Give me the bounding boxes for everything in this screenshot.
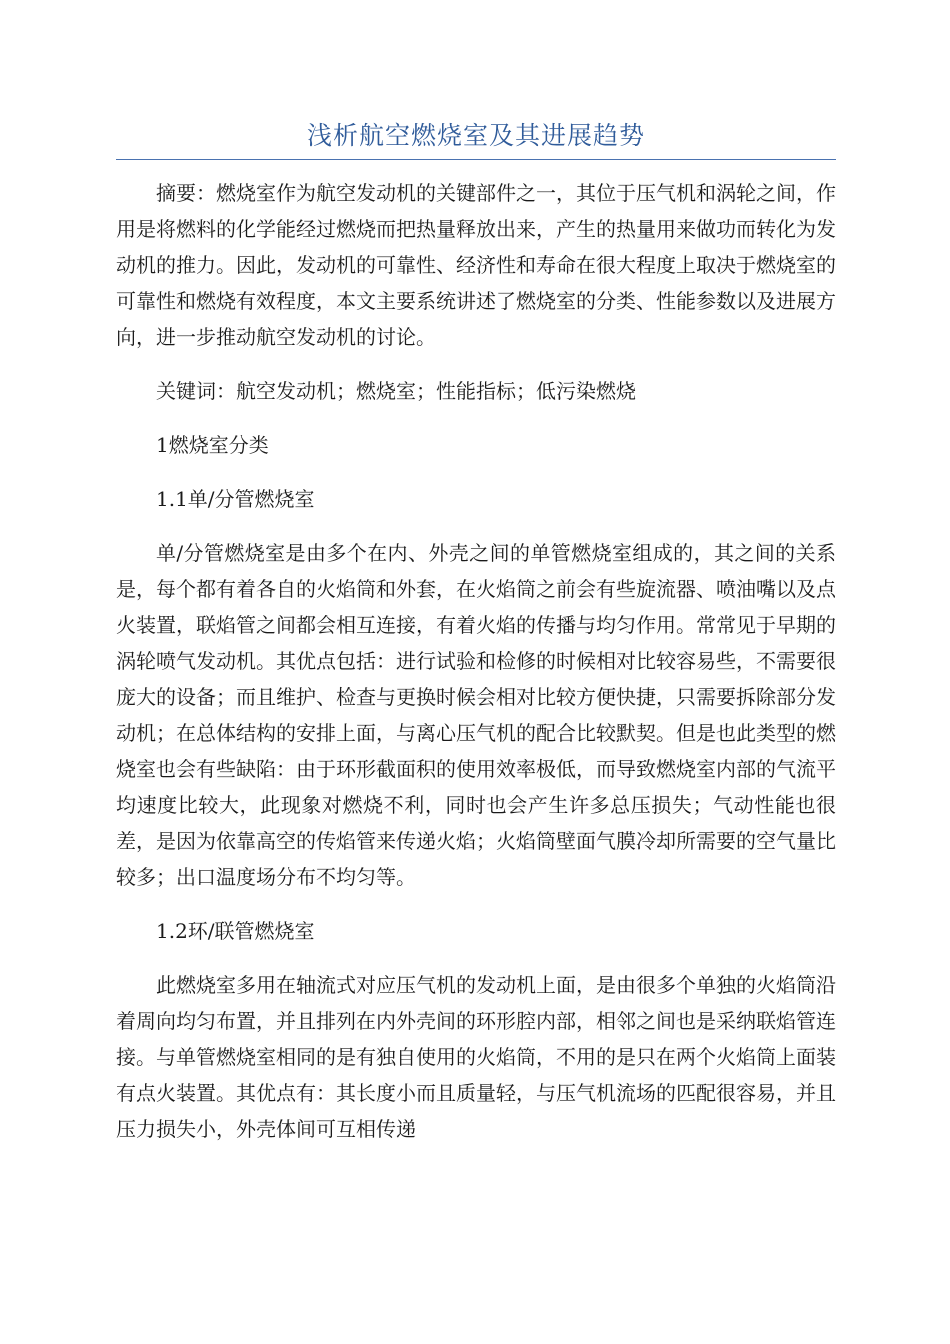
- abstract-paragraph: 摘要：燃烧室作为航空发动机的关键部件之一，其位于压气机和涡轮之间，作用是将燃料的化学能经过燃烧而把热量释放出来，产生的热量用来做功而转化为发动机的推力。因此，发动机的可靠性、经济性和寿命在很大程度上取决于燃烧室的可靠性和燃烧有效程度，本文主要系统讲述了燃烧室的分类、性能参数以及进展方向，进一步推动航空发动机的讨论。: [116, 181, 836, 349]
- section-1-1-paragraph: 单/分管燃烧室是由多个在内、外壳之间的单管燃烧室组成的，其之间的关系是，每个都有着各自的火焰筒和外套，在火焰筒之前会有些旋流器、喷油嘴以及点火装置，联焰管之间都会相互连接，有着火焰的传播与均匀作用。常常见于早期的涡轮喷气发动机。其优点包括：进行试验和检修的时候相对比较容易些，不需要很庞大的设备；而且维护、检查与更换时候会相对比较方便快捷，只需要拆除部分发动机；在总体结构的安排上面，与离心压气机的配合比较默契。但是也此类型的燃烧室也会有些缺陷：由于环形截面积的使用效率极低，而导致燃烧室内部的气流平均速度比较大，此现象对燃烧不利，同时也会产生许多总压损失；气动性能也很差，是因为依靠高空的传焰管来传递火焰；火焰筒壁面气膜冷却所需要的空气量比较多；出口温度场分布不均匀等。: [116, 541, 836, 889]
- section-1-2-paragraph: 此燃烧室多用在轴流式对应压气机的发动机上面，是由很多个单独的火焰筒沿着周向均匀布置，并且排列在内外壳间的环形腔内部，相邻之间也是采纳联焰管连接。与单管燃烧室相同的是有独自使用的火焰筒，不用的是只在两个火焰筒上面装有点火装置。其优点有：其长度小而且质量轻，与压气机流场的匹配很容易，并且压力损失小，外壳体间可互相传递: [116, 973, 836, 1141]
- section-1-2-heading: 1.2环/联管燃烧室: [156, 919, 315, 943]
- section-1-heading: 1燃烧室分类: [156, 433, 269, 457]
- document-page: [116, 0, 836, 160]
- keywords-line: 关键词：航空发动机；燃烧室；性能指标；低污染燃烧: [156, 379, 636, 403]
- section-1-1-heading: 1.1单/分管燃烧室: [156, 487, 315, 511]
- document-body: [116, 175, 836, 1165]
- document-title: 浅析航空燃烧室及其进展趋势: [306, 121, 645, 150]
- title-underline: [116, 159, 836, 160]
